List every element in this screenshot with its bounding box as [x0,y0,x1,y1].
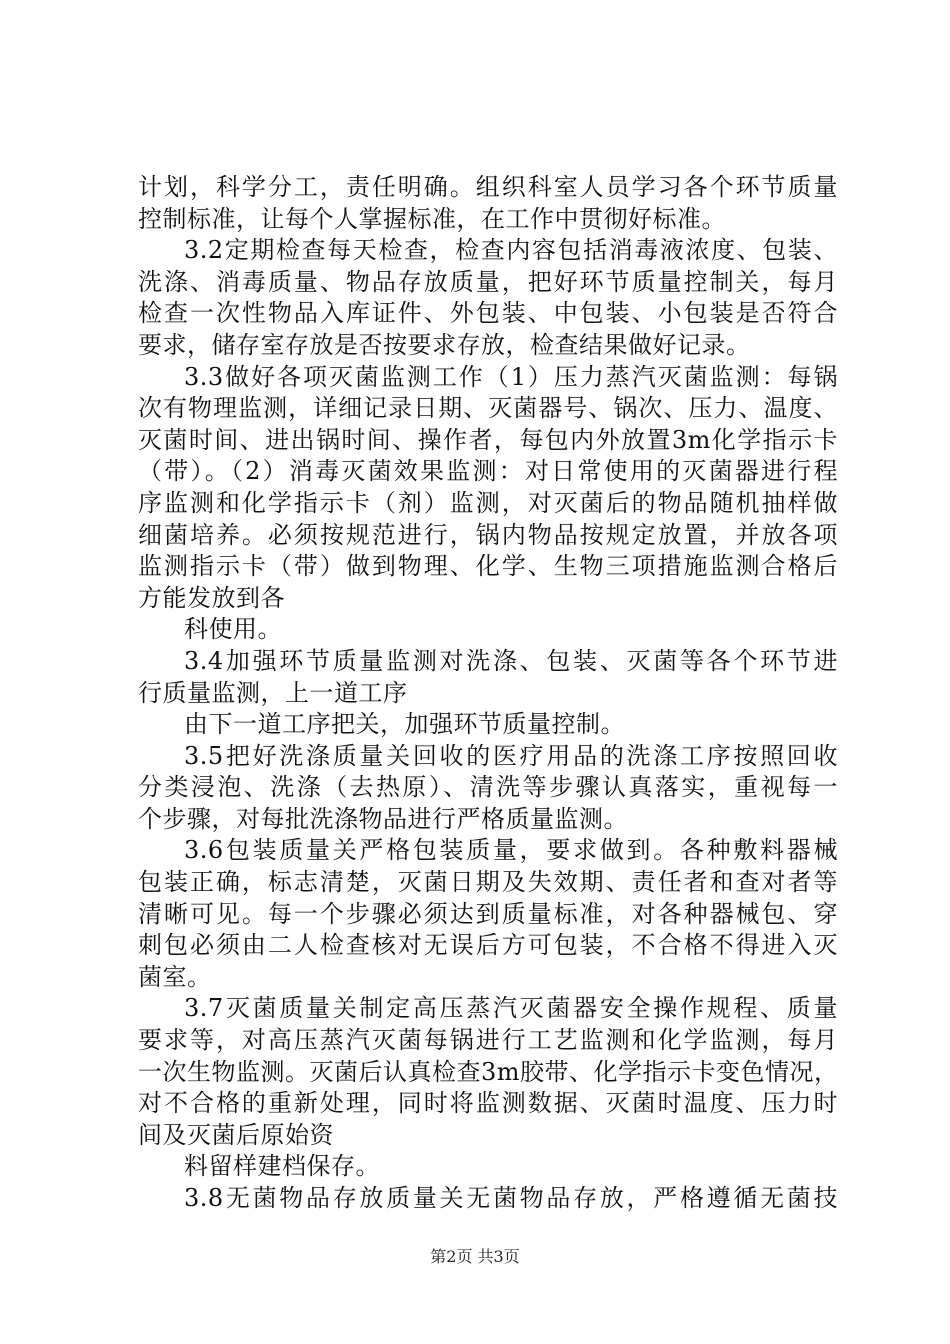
text-line: 3.4加强环节质量监测对洗涤、包装、灭菌等各个环节进 [184,646,838,675]
text-line: 料留样建档保存。 [184,1152,380,1181]
text-line: 细菌培养。必须按规范进行，锅内物品按规定放置，并放各项 [138,520,838,549]
text-line: 3.3做好各项灭菌监测工作（1）压力蒸汽灭菌监测：每锅 [184,362,838,391]
text-line: 行质量监测，上一道工序 [138,678,408,707]
text-line: 菌室。 [138,962,212,991]
text-line: 要求等，对高压蒸汽灭菌每锅进行工艺监测和化学监测，每月 [138,1026,838,1055]
text-line: 灭菌时间、进出锅时间、操作者，每包内外放置3m化学指示卡 [138,425,838,454]
text-line: 检查一次性物品入库证件、外包装、中包装、小包装是否符合 [138,299,838,328]
text-line: 清晰可见。每一个步骤必须达到质量标准，对各种器械包、穿 [138,899,838,928]
text-line: 个步骤，对每批洗涤物品进行严格质量监测。 [138,804,628,833]
text-line: 3.7灭菌质量关制定高压蒸汽灭菌器安全操作规程、质量 [184,994,838,1023]
body-text [138,172,838,1215]
text-line: 一次生物监测。灭菌后认真检查3m胶带、化学指示卡变色情况， [138,1057,839,1086]
text-line: 分类浸泡、洗涤（去热原）、清洗等步骤认真落实，重视每一 [138,773,838,802]
text-line: 洗涤、消毒质量、物品存放质量，把好环节质量控制关，每月 [138,267,838,296]
text-line: 3.6包装质量关严格包装质量，要求做到。各种敷料器械 [184,836,838,865]
text-line: 由下一道工序把关，加强环节质量控制。 [184,710,625,739]
text-line: 序监测和化学指示卡（剂）监测，对灭菌后的物品随机抽样做 [138,488,838,517]
text-line: 对不合格的重新处理，同时将监测数据、灭菌时温度、压力时 [138,1089,838,1118]
text-line: 间及灭菌后原始资 [138,1120,334,1149]
text-line: 科使用。 [184,615,282,644]
text-line: 次有物理监测，详细记录日期、灭菌器号、锅次、压力、温度、 [138,394,838,423]
text-line: 3.5把好洗涤质量关回收的医疗用品的洗涤工序按照回收 [184,741,838,770]
text-line: 方能发放到各 [138,583,285,612]
text-line: 计划，科学分工，责任明确。组织科室人员学习各个环节质量 [138,173,838,201]
text-line: （带）。（2）消毒灭菌效果监测：对日常使用的灭菌器进行程 [138,457,838,486]
text-line: 控制标准，让每个人掌握标准，在工作中贯彻好标准。 [138,204,726,233]
text-line: 要求，储存室存放是否按要求存放，检查结果做好记录。 [138,330,751,359]
text-line: 3.2定期检查每天检查，检查内容包括消毒液浓度、包装、 [184,236,838,265]
page-footer: 第2页 共3页 [430,1247,520,1266]
text-line: 监测指示卡（带）做到物理、化学、生物三项措施监测合格后 [138,552,838,581]
text-line: 刺包必须由二人检查核对无误后方可包装，不合格不得进入灭 [138,931,838,960]
text-line: 包装正确，标志清楚，灭菌日期及失效期、责任者和查对者等 [138,868,838,897]
text-line: 3.8无菌物品存放质量关无菌物品存放，严格遵循无菌技 [184,1184,838,1212]
